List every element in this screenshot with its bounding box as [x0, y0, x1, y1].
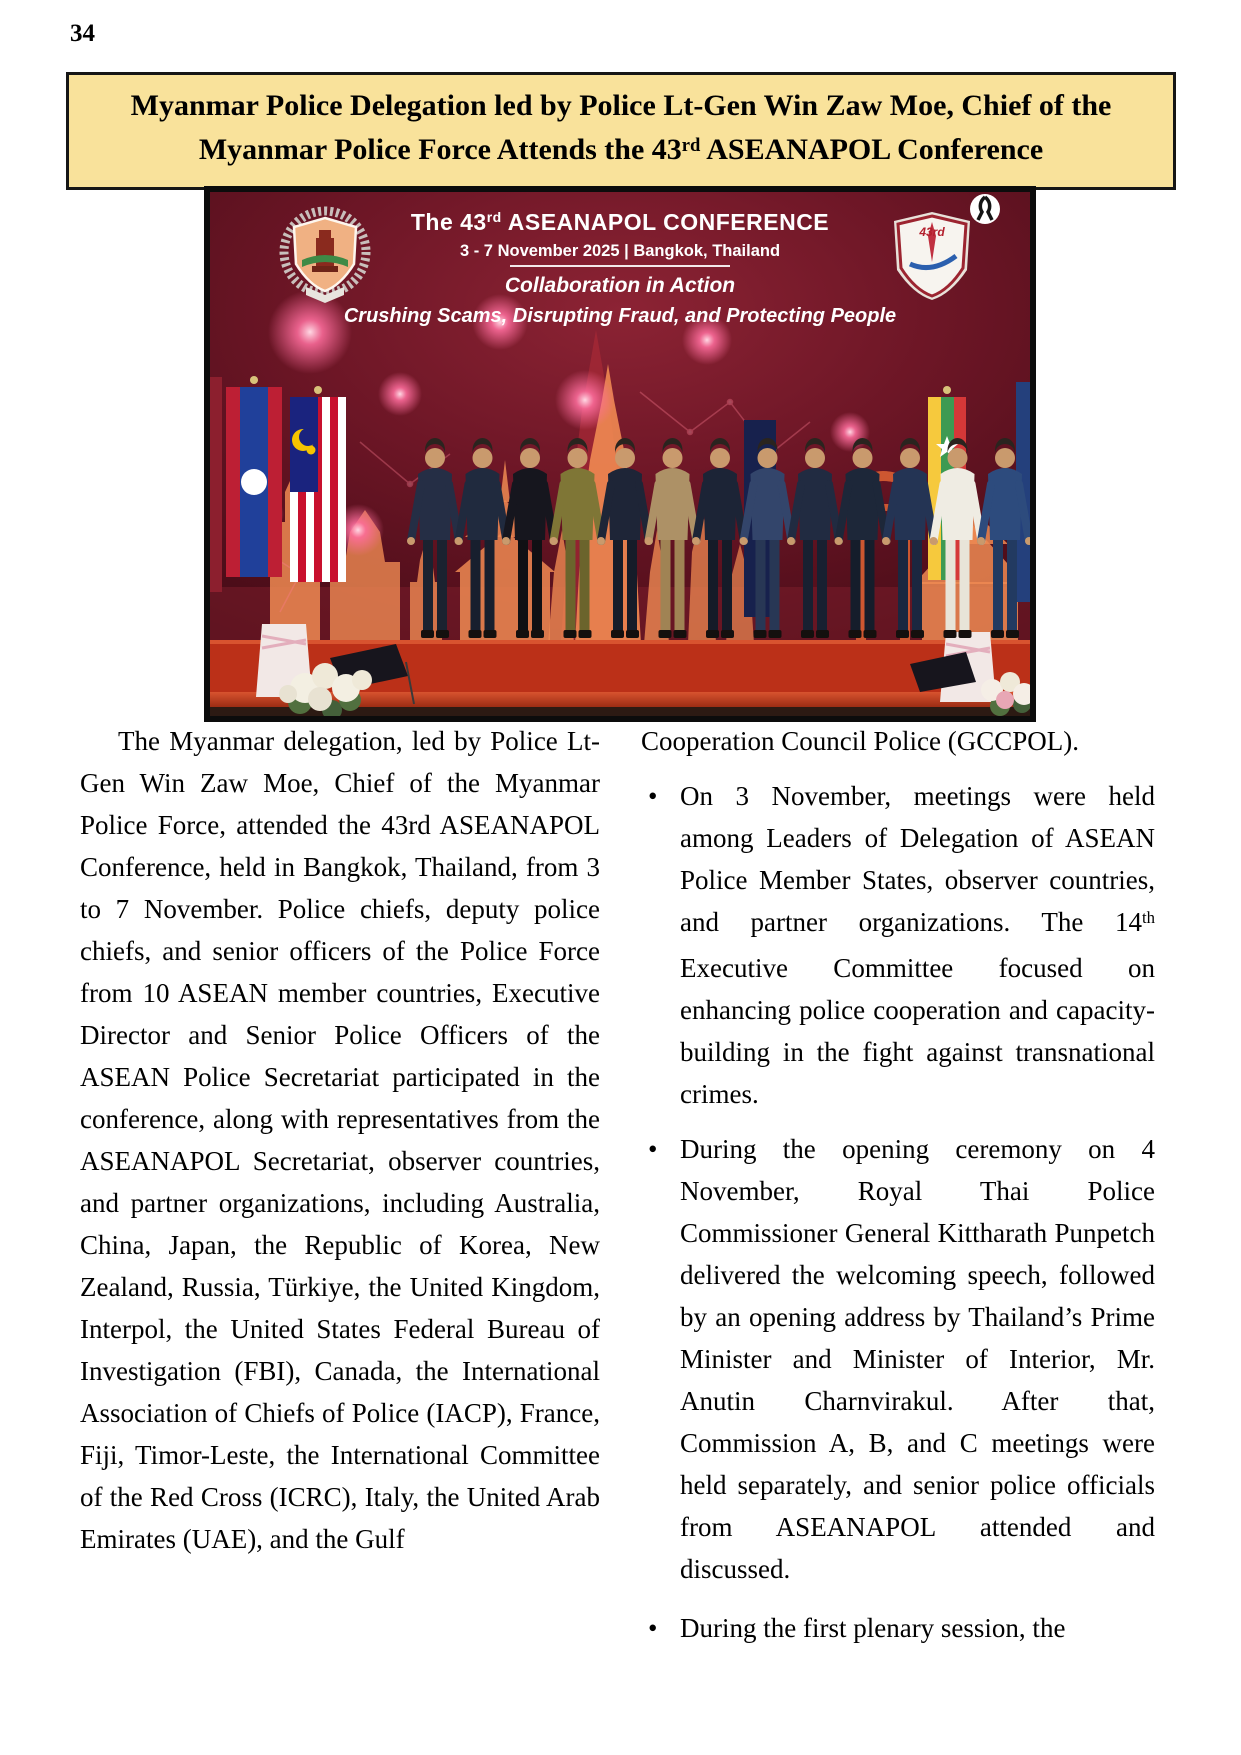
- article-title-line1: Myanmar Police Delegation led by Police Lt-Gen Win Zaw Moe, Chief of the: [130, 89, 1112, 122]
- malaysia-flag: [290, 386, 346, 582]
- conference-photo: [204, 186, 1036, 722]
- right-column: [641, 720, 1155, 1653]
- page-number: 34: [70, 20, 95, 47]
- title-ordinal-superscript: rd: [681, 134, 701, 156]
- column-continuation-line: Cooperation Council Police (GCCPOL).: [641, 726, 1079, 756]
- lead-paragraph: The Myanmar delegation, led by Police Lt-Gen Win Zaw Moe, Chief of the Myanmar Police Force, attended the 43rd ASEANAPOL Conference, held in Bangkok, Thailand, from 3 to 7 November. Police chiefs, deputy police chiefs, and senior officers of the Police Force from 10 ASEAN member countries, Executive Director and Senior Police Officers of the ASEAN Police Secretariat participated in the conference, along with representatives from the ASEANAPOL Secretariat, observer countries, and partner organizations, including Australia, China, Japan, the Republic of Korea, New Zealand, Russia, Türkiye, the United Kingdom, Interpol, the United States Federal Bureau of Investigation (FBI), Canada, the International Association of Chiefs of Police (IACP), France, Fiji, Timor-Leste, the International Committee of the Red Cross (ICRC), Italy, the United Arab Emirates (UAE), and the Gulf: [80, 726, 600, 1554]
- bullet-text: On 3 November, meetings were held among Leaders of Delegation of ASEAN Police Member States, observer countries, and partner organizations. The 14th Executive Committee focused on enhancing police cooperation and capacity-building in the fight against transnational crimes.: [680, 781, 1155, 1109]
- conference-photo-illustration: [210, 192, 1030, 716]
- banner-tagline1: Collaboration in Action: [504, 274, 736, 297]
- bullet-marker: •: [648, 1613, 658, 1643]
- bullet-item: [641, 1128, 1155, 1594]
- bullet-item: [641, 1607, 1155, 1653]
- left-column: [80, 720, 600, 1653]
- bullet-item: [641, 775, 1155, 1115]
- banner-tagline2: Crushing Scams, Disrupting Fraud, and Protecting People: [343, 305, 897, 327]
- article-title-box: [66, 72, 1176, 190]
- flags-left: [210, 376, 346, 592]
- white-ribbon-icon: [970, 194, 1000, 224]
- banner-divider: [510, 265, 730, 267]
- conference-shield-text: 43rd: [919, 225, 945, 239]
- ordinal-superscript: th: [1141, 908, 1155, 928]
- bullet-marker: •: [648, 1134, 658, 1164]
- article-title-line2: Myanmar Police Force Attends the 43rd ASEANAPOL Conference: [198, 133, 1044, 166]
- bullet-text: During the first plenary session, the: [680, 1613, 1066, 1643]
- bullet-text: During the opening ceremony on 4 November, Royal Thai Police Commissioner General Kittharath Punpetch delivered the welcoming speech, followed by an opening address by Thailand’s Prime Minister and Minister of Interior, Mr. Anutin Charnvirakul. After that, Commission A, B, and C meetings were held separately, and senior police officials from ASEANAPOL attended and discussed.: [680, 1134, 1155, 1584]
- laos-flag: [226, 376, 282, 577]
- far-left-flag: [210, 377, 222, 592]
- article-body: [80, 720, 1155, 1653]
- bullet-marker: •: [648, 781, 658, 811]
- banner-date: 3 - 7 November 2025 | Bangkok, Thailand: [459, 242, 781, 260]
- banner-heading: The 43rd ASEANAPOL CONFERENCE: [410, 209, 830, 235]
